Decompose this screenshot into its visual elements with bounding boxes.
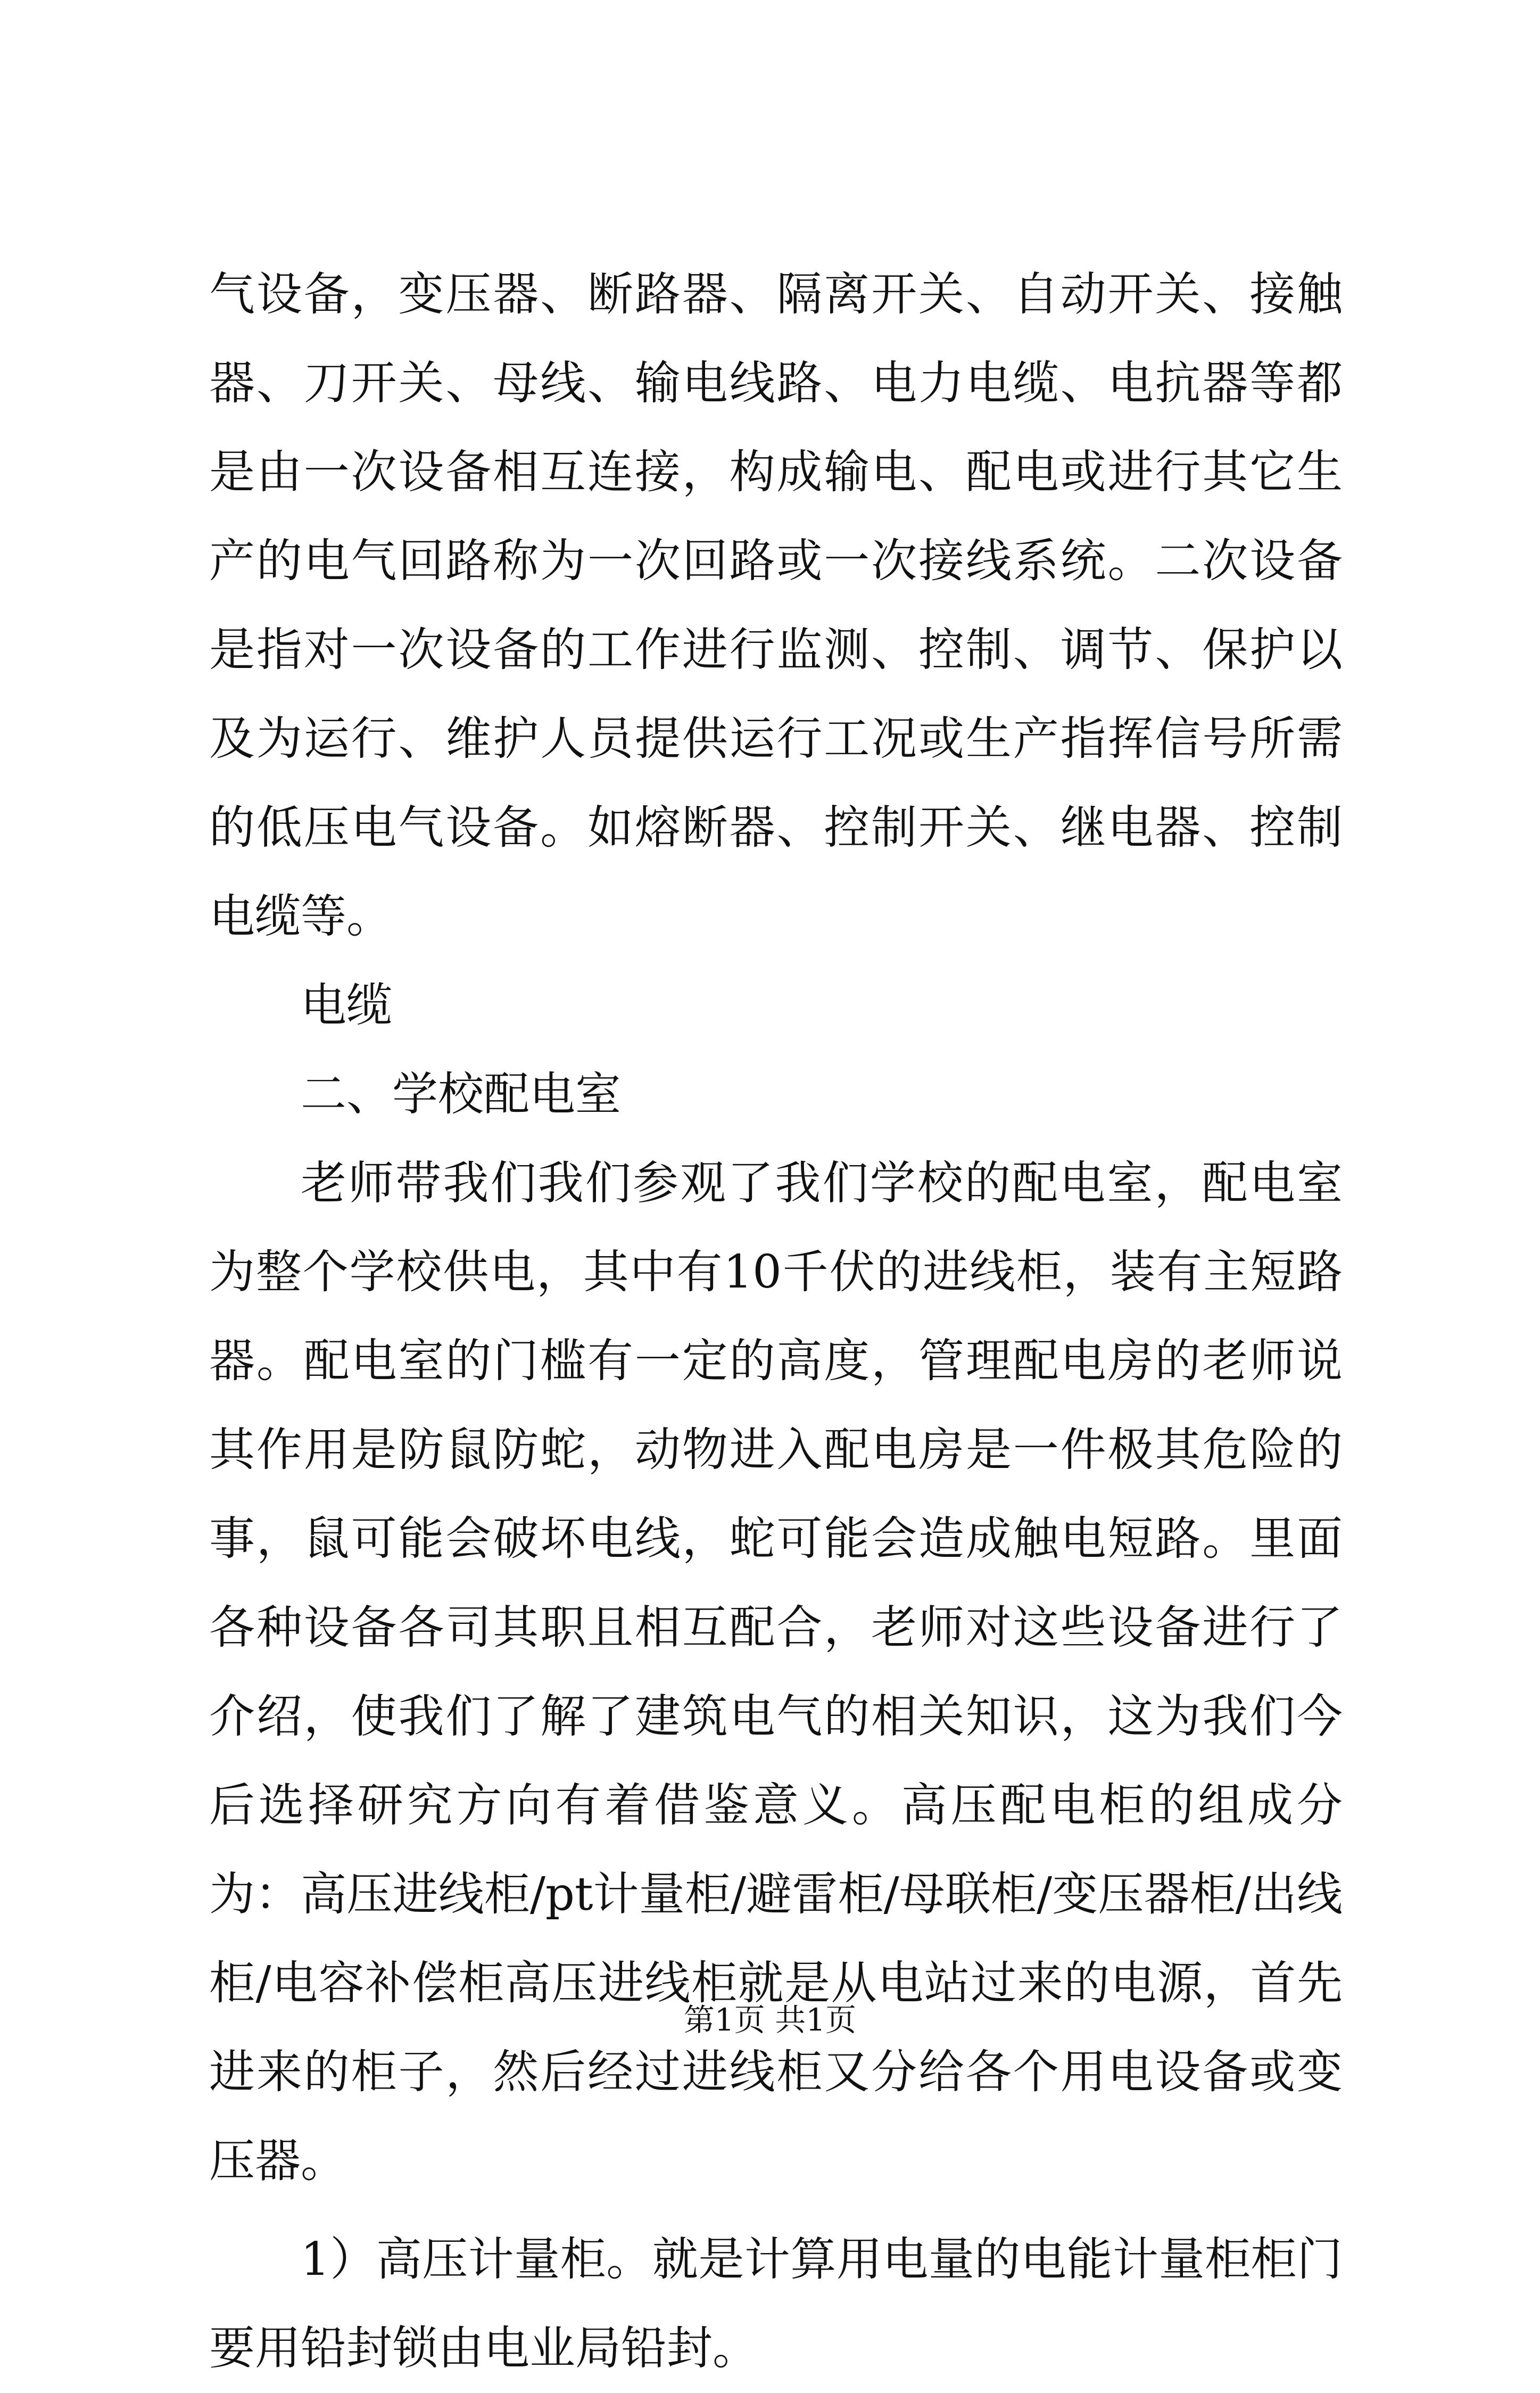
paragraph-equipment-definition: 气设备，变压器、断路器、隔离开关、自动开关、接触器、刀开关、母线、输电线路、电力电缆、电抗器等都是由一次设备相互连接，构成输电、配电或进行其它生产的电气回路称为一次回路或一次接线系统。二次设备是指对一次设备的工作进行监测、控制、调节、保护以及为运行、维护人员提供运行工况或生产指挥信号所需的低压电气设备。如熔断器、控制开关、继电器、控制电缆等。 <box>209 268 1343 943</box>
paragraph-substation-visit: 老师带我们我们参观了我们学校的配电室，配电室为整个学校供电，其中有10千伏的进线柜，装有主短路器。配电室的门槛有一定的高度，管理配电房的老师说其作用是防鼠防蛇，动物进入配电房是一件极其危险的事，鼠可能会破坏电线，蛇可能会造成触电短路。里面各种设备各司其职且相互配合，老师对这些设备进行了介绍，使我们了解了建筑电气的相关知识，这为我们今后选择研究方向有着借鉴意义。高压配电柜的组成分为：高压进线柜/pt计量柜/避雷柜/母联柜/变压器柜/出线柜/电容补偿柜高压进线柜就是从电站过来的电源，首先进来的柜子，然后经过进线柜又分给各个用电设备或变压器。 <box>209 1157 1343 2188</box>
paragraph-cable: 电缆 <box>301 979 392 1032</box>
section-heading-school-substation: 二、学校配电室 <box>301 1068 621 1121</box>
page-number-label: 第1页 共1页 <box>683 2002 857 2038</box>
paragraph-metering-cabinet: 1）高压计量柜。就是计算用电量的电能计量柜柜门要用铅封锁由电业局铅封。 <box>209 2233 1343 2375</box>
page-footer <box>0 1999 1540 2041</box>
document-body <box>209 250 1343 2393</box>
